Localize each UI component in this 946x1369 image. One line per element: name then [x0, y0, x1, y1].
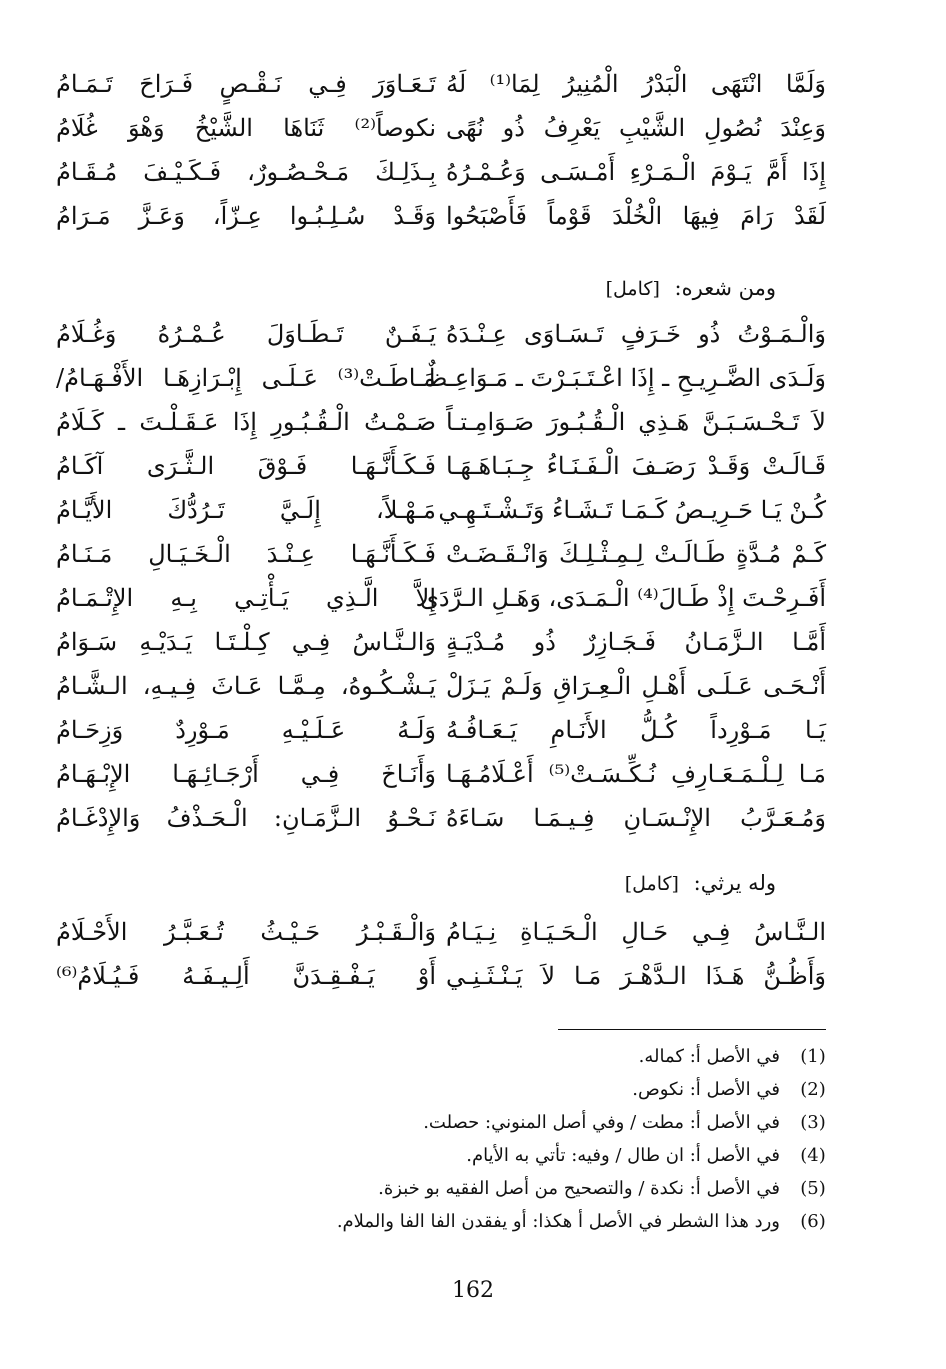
footnotes [126, 1040, 826, 1238]
verse-second-hemistich: فَـكَـأَنَّـهَـا عِـنْـدَ الْـخَـيَـالِ مَـنَـامُ [56, 540, 436, 568]
verse-first-hemistich: أَنْـحَـى عَـلَـى أَهْـلِ الْـعِـرَاقِ وَلَـمْ يَـزَلْ [446, 672, 826, 700]
footnote-divider [558, 1029, 826, 1030]
verse-line [0, 532, 946, 576]
footnote-text: في الأصل أ: ان طال / وفيه: تأتي به الأيام. [466, 1145, 780, 1166]
footnote [126, 1172, 826, 1205]
verse-line [0, 620, 946, 664]
verse-line [0, 796, 946, 840]
verse-second-hemistich: يَـشْـكُـوهُ، مِـمَّـا عَـاثَ فِـيـهِ، الـشَّـامُ [56, 672, 436, 700]
verse-second-hemistich: تَـعَـاوَرَ فِـي نَـقْـصٍ فَـرَاحَ تَـمَـامُ [56, 70, 436, 98]
footnote-number: (2) [800, 1079, 826, 1100]
verse-second-hemistich: وَالـنَّـاسُ فِـي كِـلْـتَـا يَـدَيْـهِ سَـوَامُ [56, 628, 436, 656]
verse-line [0, 62, 946, 106]
verse-first-hemistich: أَمَّـا الـزَّمَـانُ فَـجَـازِرٌ ذُو مُـدْيَـةٍ [446, 628, 826, 656]
intro-text: وله يرثي: [693, 871, 776, 895]
page-number: 162 [452, 1278, 494, 1303]
verse-second-hemistich: وَلَـهُ عَـلَـيْـهِ مَـوْرِدٌ وَزِحَـامُ [56, 716, 436, 744]
verse-second-hemistich: صَـمْـتُ الْـقُـبُـورِ إِذَا عَـقَـلْـتَ ـ كَـلَامُ [56, 408, 436, 436]
verse-second-hemistich: وَقَـدْ سُـلِـبُـوا عِـزّاً، وَعَـزَّ مَـرَامُ [56, 202, 436, 230]
verse-line [0, 954, 946, 998]
meter-label: [كامل] [605, 278, 660, 300]
footnote [126, 1139, 826, 1172]
footnote-number: (6) [800, 1211, 826, 1232]
meter-label: [كامل] [624, 873, 679, 895]
verse-first-hemistich: مَـا لِـلْـمَـعَـارِفِ نُـكِّـسَـتْ⁽⁵⁾ أَعْـلَامُـهَـا [446, 760, 826, 788]
verse-first-hemistich: لَقَدْ رَامَ فِيهَا الْخُلْدَ قَوْماً فَأَصْبَحُوا [446, 202, 826, 230]
footnote [126, 1040, 826, 1073]
verse-first-hemistich: وَعِنْدَ نُصُولِ الشَّيْبِ يَعْرِفُ ذُو نُهًى [446, 114, 826, 142]
verse-first-hemistich: يَـا مَـوْرِداً كُـلُّ الأَنَـامِ يَـعَـافُـهُ [446, 716, 826, 744]
verse-first-hemistich: لاَ تَـحْـسَـبَـنَّ هَـذِي الْـقُـبُـورَ صَـوَامِـتـاً [446, 408, 826, 436]
verse-line [0, 910, 946, 954]
verse-second-hemistich: أَوْ يَـفْـقِـدَنَّ أَلِـيـفَـهُ فَـيُـلَامُ⁽⁶⁾ [56, 962, 436, 990]
footnote-text: ورد هذا الشطر في الأصل أ هكذا: أو يفقدن الفا الفا والملام. [336, 1211, 780, 1232]
verse-first-hemistich: الـنَّـاسُ فِـي حَـالِ الْـحَـيَـاةِ نِـيَـامُ [446, 918, 826, 946]
verse-first-hemistich: وَالْـمَـوْتُ ذُو خَـرَفٍ تَـسَـاوَى عِـنْـدَهُ [446, 320, 826, 348]
verse-line [0, 312, 946, 356]
verse-first-hemistich: وَأَظُـنُّ هَـذَا الـدَّهْـرَ مَـا لاَ يَـنْـثَـنِـي [446, 962, 826, 990]
verse-second-hemistich: فَـكَـأَنَّـهَـا فَـوْقَ الـثَّـرَى آكَـامُ [56, 452, 436, 480]
footnote-text: في الأصل أ: نكوص. [632, 1079, 780, 1100]
verse-second-hemistich: نَـحْـوُ الـزَّمَـانِ: الْـحَـذْفُ وَالإِدْغَـامُ [56, 804, 436, 832]
verse-first-hemistich: وَمُـعَـرَّبُ الإِنْـسَـانِ فِـيـمَـا سَـاءَهُ [446, 804, 826, 832]
verse-first-hemistich: كُـنْ يَـا حَـرِيـصُ كَـمَـا تَـشَـاءُ وَتَـشْـتَـهِـي [438, 496, 826, 524]
verse-second-hemistich: وَالْـقَـبْـرُ حَـيْـثُ تُـعَـبَّـرُ الأَحْـلَامُ [56, 918, 436, 946]
verse-first-hemistich: أَفَـرِحْـتَ إِذْ طَـالَ⁽⁴⁾ الْـمَـدَى، وَهَـلِ الـرَّدَى [420, 584, 826, 612]
verse-first-hemistich: وَلَمَّا انْتَهَى الْبَدْرُ الْمُنِيرُ لِمَا⁽¹⁾ لَهُ [446, 70, 827, 98]
verse-second-hemistich: وَأَنَـاخَ فِـي أَرْجَـائِـهَـا الإِبْـهَـامُ [56, 760, 436, 788]
verse-line [0, 150, 946, 194]
verse-second-hemistich: يَـفَـنٌ تَـطَـاوَلَ عُـمْـرُهُ وَغُـلَامُ [56, 320, 436, 348]
intro-text: ومن شعره: [674, 276, 776, 300]
verse-line [0, 106, 946, 150]
verse-second-hemistich: إِلاَّ الَّـذِي يَـأْتِـي بِـهِ الإِتْـمَـامُ [56, 584, 436, 612]
footnote [126, 1106, 826, 1139]
footnote-number: (5) [800, 1178, 826, 1199]
verse-second-hemistich: مَـاطَـتْ⁽³⁾ عَـلَـى إِبْـرَازِهَـا الأَفْـهَـامُ/ [56, 364, 436, 392]
verse-line [0, 664, 946, 708]
verse-line [0, 488, 946, 532]
verse-line [0, 194, 946, 238]
footnote-number: (4) [800, 1145, 826, 1166]
footnote [126, 1073, 826, 1106]
section-intro [625, 868, 776, 899]
verse-second-hemistich: بِـذَلِـكَ مَـحْـصُـورٌ، فَـكَـيْـفَ مُـقَـامُ [56, 158, 436, 186]
footnote [126, 1205, 826, 1238]
verse-line [0, 752, 946, 796]
verse-second-hemistich: نكوصاً⁽²⁾ ثَنَاهَا الشَّيْخُ وَهْوَ غُلَامُ [56, 114, 436, 142]
footnote-number: (3) [800, 1112, 826, 1133]
verse-second-hemistich: مَـهْـلاً، إِلَـيَّ تَـرُدُّكَ الأَيَّـامُ [56, 496, 436, 524]
footnote-text: في الأصل أ: كماله. [638, 1046, 780, 1067]
footnote-number: (1) [800, 1046, 826, 1067]
verse-line [0, 708, 946, 752]
footnote-text: في الأصل أ: مطت / وفي أصل المنوني: حصلت. [423, 1112, 780, 1133]
section-intro [606, 273, 776, 304]
verse-first-hemistich: كَـمْ مُـدَّةٍ طَـالَـتْ لِـمِـثْـلِـكَ وَانْـقَـضَـتْ [446, 540, 826, 568]
verse-line [0, 576, 946, 620]
verse-line [0, 444, 946, 488]
footnote-text: في الأصل أ: نكدة / والتصحيح من أصل الفقيه بو خبزة. [378, 1178, 780, 1199]
verse-first-hemistich: وَلَـدَى الضَّـرِيـحِ ـ إِذَا اعْـتَـبَـرْتَ ـ مَـوَاعِـظٌ [425, 364, 826, 392]
verse-first-hemistich: إِذَا أَمَّ يَـوْمَ الْـمَـرْءِ أَمْـسَـى وَعُـمْـرُهُ [446, 158, 826, 186]
verse-first-hemistich: قَـالَـتْ وَقَـدْ رَصَـفَ الْـفَـنَـاءُ جِـبَـاهَـهَـا [446, 452, 826, 480]
verse-line [0, 400, 946, 444]
verse-line [0, 356, 946, 400]
